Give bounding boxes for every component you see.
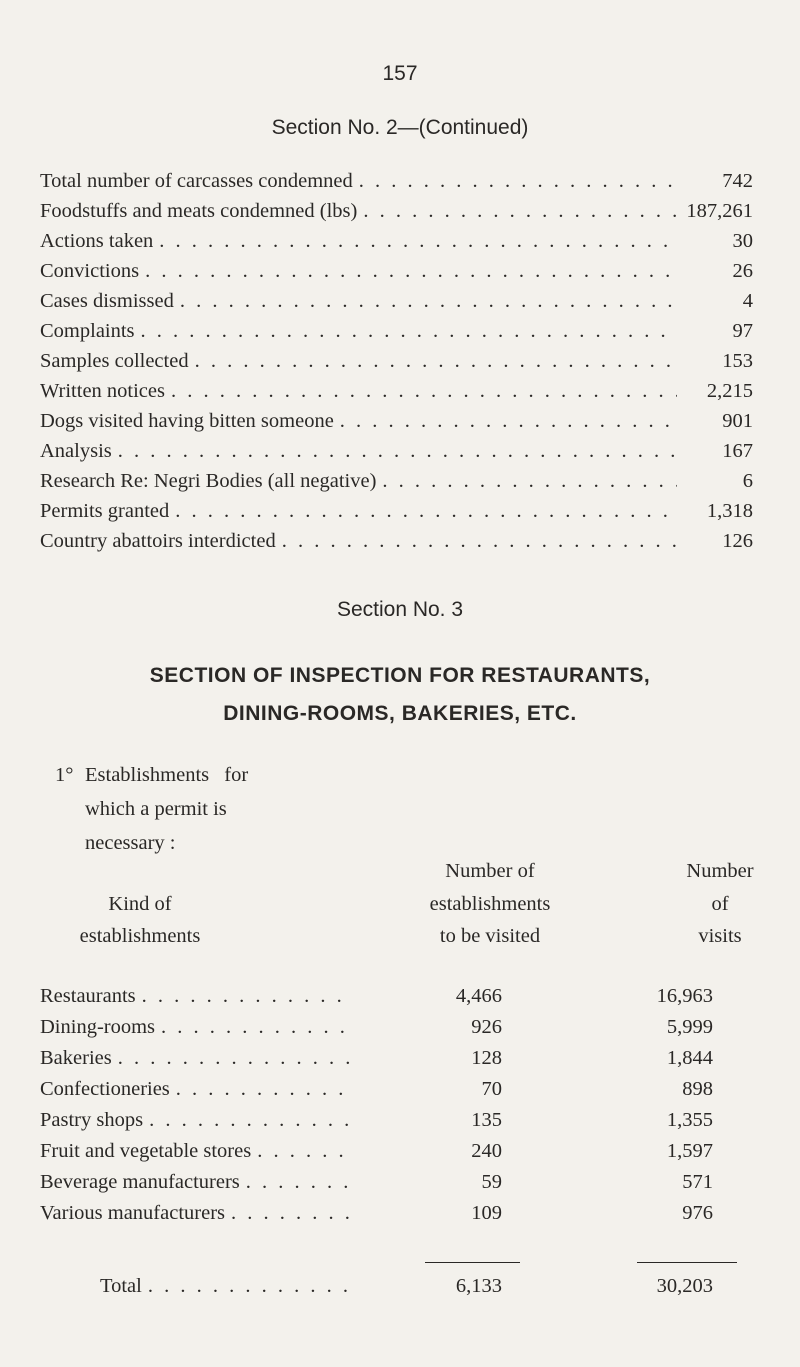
stat-label: Convictions [40,260,140,282]
stat-row [40,170,753,200]
visits-cell: 1,355 [666,1109,713,1131]
establishments-cell: 4,466 [455,985,502,1007]
leader-dots [145,260,677,283]
stat-value: 2,215 [706,380,753,402]
intro-paragraph [55,758,248,860]
intro-line-2: which a permit is [85,798,227,820]
leader-dots [161,1016,350,1039]
stat-label: Country abattoirs interdicted [40,530,276,552]
kind-cell: Fruit and vegetable stores [40,1140,252,1162]
leader-dots [148,1275,350,1298]
stat-value: 30 [732,230,753,252]
visits-cell: 976 [682,1202,713,1224]
table-row [40,985,760,1015]
kind-cell: Pastry shops [40,1109,144,1131]
stat-row [40,410,753,440]
stat-label: Samples collected [40,350,189,372]
total-label: Total [100,1275,142,1297]
leader-dots [382,470,677,493]
table-row [40,1016,760,1046]
leader-dots [363,200,677,223]
leader-dots [246,1171,350,1194]
leader-dots [141,320,677,343]
leader-dots [118,440,677,463]
intro-line-3: necessary : [85,832,176,854]
header-kind-line-2: establishments [79,925,201,947]
total-rule-establishments [425,1262,520,1263]
stat-row [40,440,753,470]
section-3-title-line-1: SECTION OF INSPECTION FOR RESTAURANTS, [149,664,651,687]
kind-cell: Various manufacturers [40,1202,226,1224]
header-visits-line-2: of [711,893,729,915]
establishments-cell: 128 [471,1047,502,1069]
kind-cell: Beverage manufacturers [40,1171,240,1193]
stat-value: 97 [732,320,753,342]
header-establishments-line-3: to be visited [439,925,541,947]
stat-value: 126 [722,530,753,552]
stat-row [40,230,753,260]
leader-dots [159,230,677,253]
visits-cell: 571 [682,1171,713,1193]
section-2-heading: Section No. 2—(Continued) [271,116,529,139]
leader-dots [149,1109,350,1132]
stat-label: Analysis [40,440,112,462]
section-3-heading: Section No. 3 [336,598,464,621]
table-row [40,1171,760,1201]
stat-label: Actions taken [40,230,154,252]
kind-cell: Dining-rooms [40,1016,156,1038]
page-number: 157 [382,62,418,85]
stat-value: 4 [742,290,753,312]
leader-dots [142,985,350,1008]
stat-row [40,200,753,230]
leader-dots [195,350,677,373]
table-row [40,1047,760,1077]
intro-number: 1° [55,764,74,786]
total-establishments: 6,133 [455,1275,502,1297]
stat-row [40,320,753,350]
stat-label: Written notices [40,380,165,402]
leader-dots [257,1140,350,1163]
establishments-cell: 135 [471,1109,502,1131]
kind-cell: Confectioneries [40,1078,170,1100]
total-visits: 30,203 [656,1275,713,1297]
total-row [40,1275,760,1305]
stat-label: Permits granted [40,500,170,522]
leader-dots [176,1078,350,1101]
stat-label: Total number of carcasses condemned [40,170,353,192]
establishments-cell: 59 [481,1171,502,1193]
stat-label: Dogs visited having bitten someone [40,410,334,432]
stat-label: Foodstuffs and meats condemned (lbs) [40,200,358,222]
table-row [40,1140,760,1170]
visits-cell: 1,597 [666,1140,713,1162]
visits-cell: 1,844 [666,1047,713,1069]
visits-cell: 16,963 [656,985,713,1007]
stat-value: 26 [732,260,753,282]
header-kind-line-1: Kind of [108,893,172,915]
header-visits-line-3: visits [698,925,742,947]
stat-row [40,500,753,530]
stat-value: 187,261 [686,200,753,222]
table-row [40,1078,760,1108]
stat-row [40,530,753,560]
visits-cell: 898 [682,1078,713,1100]
leader-dots [118,1047,350,1070]
kind-cell: Bakeries [40,1047,112,1069]
header-establishments-line-1: Number of [445,860,535,882]
total-rule-visits [637,1262,737,1263]
stat-label: Complaints [40,320,135,342]
stat-row [40,290,753,320]
header-visits-line-1: Number [686,860,754,882]
leader-dots [171,380,677,403]
header-establishments-line-2: establishments [429,893,551,915]
establishments-cell: 926 [471,1016,502,1038]
stat-value: 742 [722,170,753,192]
stat-value: 6 [742,470,753,492]
leader-dots [282,530,677,553]
visits-cell: 5,999 [666,1016,713,1038]
stat-value: 167 [722,440,753,462]
leader-dots [359,170,677,193]
establishments-cell: 109 [471,1202,502,1224]
stat-label: Research Re: Negri Bodies (all negative) [40,470,377,492]
section-3-title-line-2: DINING-ROOMS, BAKERIES, ETC. [223,702,577,725]
establishments-cell: 240 [471,1140,502,1162]
table-row [40,1202,760,1232]
leader-dots [231,1202,350,1225]
stat-value: 901 [722,410,753,432]
kind-cell: Restaurants [40,985,136,1007]
stat-row [40,380,753,410]
stat-value: 1,318 [706,500,753,522]
table-row [40,1109,760,1139]
intro-line-1: Establishments for [85,764,249,786]
establishments-cell: 70 [481,1078,502,1100]
stat-value: 153 [722,350,753,372]
leader-dots [180,290,677,313]
stat-row [40,350,753,380]
stat-row [40,260,753,290]
stat-row [40,470,753,500]
leader-dots [175,500,677,523]
leader-dots [340,410,677,433]
stat-label: Cases dismissed [40,290,174,312]
